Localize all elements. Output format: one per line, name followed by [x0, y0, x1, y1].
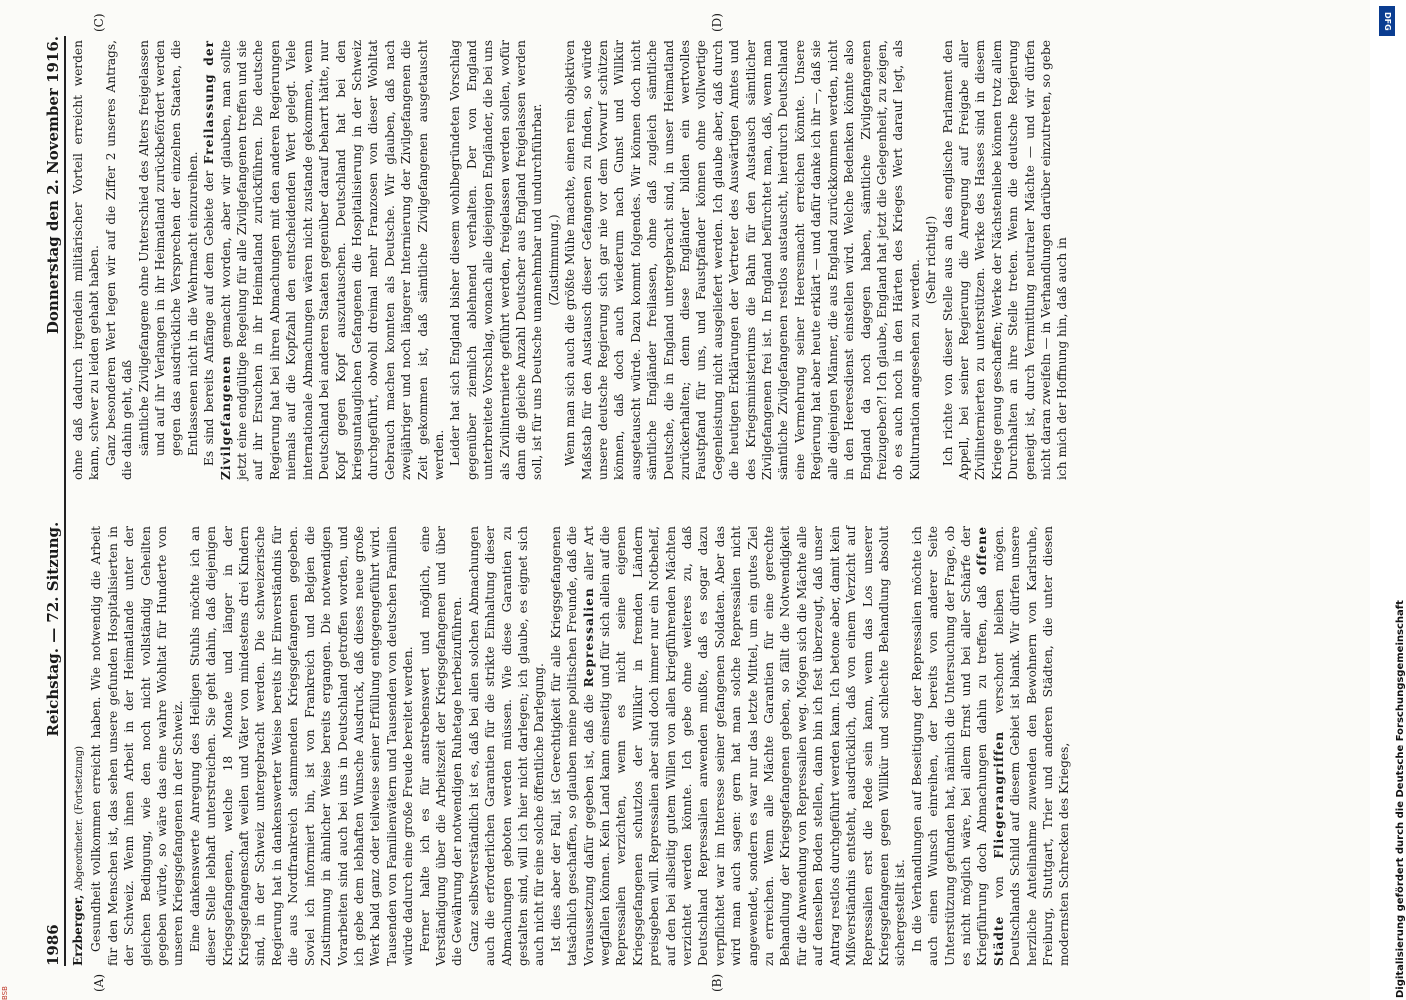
text-run: In die Verhandlungen auf Beseitigung der Repressalien möchte ich auch einen Wunsch einreihen, der bereits von anderer Seite Unterstützung gefunden hat, nämlich die Untersuchung der Frage, ob es nicht möglich wäre, bei allem Ernst und bei aller Schärfe der Kriegführung doch Abmachungen dahin zu treffen, daß	[909, 526, 990, 966]
paragraph-fliegerangriffe	[909, 526, 1073, 966]
session-date: Donnerstag den 2. November 1916.	[44, 36, 62, 335]
paragraph: Ganz selbstverständlich ist es, daß bei allen solchen Abmachungen auch die erforderlichen Garantien für die strikte Einhaltung dieser Abmachungen geboten werden müssen. Wie diese Garantien zu gestalten sind, will ich hier nicht darlegen; ich glaube, es eignet sich auch nicht für eine solche öffentliche Darlegung.	[466, 526, 547, 966]
emphasis-repressalien: Repressalien	[581, 587, 596, 688]
margin-mark-a: (A)	[92, 973, 106, 992]
digitization-strip	[1377, 0, 1397, 1000]
text-run: aller Art wegfallen können. Kein Land kann einseitig und für sich allein auf die Repressalien verzichten, wenn es nicht seine eigenen Kriegsgefangenen schutzlos der Willkür in fremden Ländern preisgeben will. Repressalien aber sind doch immer nur ein Notbehelf, auf den bei allseitig gutem Willen von allen kriegführenden Mächten verzichtet werden könnte. Ich gebe ohne weiteres zu, daß Deutschland Repressalien anwenden mußte, daß es sogar dazu verpflichtet war im Interesse seiner gefangenen Soldaten. Aber das wird man auch sagen: gern hat man solche Repressalien nicht angewendet, sondern es war nur das letzte Mittel, um ein gutes Ziel zu erreichen. Wenn alle Mächte Garantien für eine gerechte Behandlung der Kriegsgefangenen geben, so fällt die Notwendigkeit für die Anwendung von Repressalien weg. Mögen sich die Mächte alle auf denselben Boden stellen, dann bin ich fest überzeugt, daß unser Antrag restlos durchgeführt werden kann. Ich betone aber, damit kein Mißverständnis entsteht, ausdrücklich, daß von einem Verzicht auf Repressalien erst die Rede sein kann, wenn das Los unserer Kriegsgefangenen gegen Willkür und schlechte Behandlung absolut sichergestellt ist.	[581, 525, 908, 966]
interjection: (Zustimmung.)	[546, 214, 561, 306]
text-run: Ist dies aber der Fall, ist Gerechtigkeit für alle Kriegsgefangenen tatsächlich geschaffen, so glauben meine politischen Freunde, daß die Voraussetzung dafür gegeben ist, daß die	[548, 526, 596, 966]
header-rule	[64, 36, 66, 966]
speaker-cont: (Fortsetzung)	[74, 745, 85, 815]
left-column	[70, 526, 1073, 966]
dfg-logo: DFG	[1379, 6, 1395, 36]
library-mark: BSB	[1, 986, 9, 1000]
text-run: gemacht worden, aber wir glauben, man sollte jetzt eine endgültige Regelung für alle Zivilgefangenen treffen und sie auf ihr Ersuchen in ihr Heimatland zurückführen. Die deutsche Regierung hat bei ihren Abmachungen mit den anderen Regierungen niemals auf die Kopfzahl den entscheidenden Wert gelegt. Viele internationale Abmachungen wären nicht zustande gekommen, wenn Deutschland bei anderen Staaten gegenüber darauf beharrt hätte, nur Kopf gegen Kopf auszutauschen. Deutschland hat bei den kriegsuntauglichen Gefangenen die Hospitalisierung in der Schweiz durchgeführt, obwohl dreimal mehr Franzosen von dieser Wohltat Gebrauch machen konnten als Deutsche. Wir glauben, daß nach zweijähriger und noch längerer Internierung der Zivilgefangenen die Zeit gekommen ist, daß sämtliche Zivilgefangenen ausgetauscht werden.	[218, 40, 446, 480]
session-title: Reichstag. — 72. Sitzung.	[44, 521, 62, 737]
paragraph: Ich richte von dieser Stelle aus an das englische Parlament den Appell, bei seiner Regierung die Anregung auf Freigabe aller Zivilinternierten zu unterstützen. Werke des Hasses sind in diesem Kriege genug geschaffen; Werke der Nächstenliebe können trotz allem Durchhalten an ihre Stelle treten. Wenn die deutsche Regierung geneigt ist, durch Vermittlung neutraler Mächte — und wir dürfen nicht daran zweifeln — in Verhandlungen darüber einzutreten, so gebe ich mich der Hoffnung hin, daß auch in	[940, 40, 1070, 480]
paragraph: Leider hat sich England bisher diesem wohlbegründeten Vorschlag gegenüber ziemlich ablehnend verhalten. Der von England unterbreitete Vorschlag, wonach alle diejenigen Engländer, die bei uns als Zivilinternierte geführt werden, freigelassen werden sollen, wofür dann die gleiche Anzahl Deutscher aus England freigelassen werden soll, ist für uns Deutsche unannehmbar und undurchführbar.	[448, 40, 545, 480]
text-run: von	[991, 876, 1006, 899]
right-column	[70, 40, 1071, 480]
speaker-name: Erzberger,	[71, 894, 85, 966]
paragraph: Gesundheit vollkommen erreicht haben. Wie notwendig die Arbeit für den Menschen ist, das sehen unsere gefunden Hospitalisierten in der Schweiz. Wenn ihnen Arbeit in der Heimatlande unter der gleichen Bedingung, wie den noch nicht vollständig Geheilten gegeben würde, so wäre das eine wahre Wohltat für Hunderte von unseren Kriegsgefangenen in der Schweiz.	[89, 526, 186, 966]
interjection: (Sehr richtig!)	[924, 215, 939, 305]
emphasis-freilassung: Freilassung der Zivilgefangenen	[202, 40, 233, 480]
paragraph: Ganz besonderen Wert legen wir auf die Ziffer 2 unseres Antrags, die dahin geht, daß	[103, 40, 135, 480]
digitization-notice: Digitalisierung gefördert durch die Deutsche Forschungsgemeinschaft	[1395, 600, 1406, 998]
text-run: Es sind bereits Anfänge auf dem Gebiete der	[202, 170, 217, 466]
paragraph-repressalien	[548, 526, 909, 966]
page-header	[40, 36, 62, 966]
page-number: 1986	[44, 924, 62, 966]
paragraph: Ferner halte ich es für anstrebenswert und möglich, eine Verständigung über die Arbeitszeit der Kriegsgefangenen und über die Gewährung der notwendigen Ruhetage herbeizuführen.	[417, 526, 465, 966]
quoted-motion: sämtliche Zivilgefangene ohne Unterschied des Alters freigelassen und auf ihr Verlangen in ihr Heimatland zurückbefördert werden gegen das ausdrückliche Versprechen der einzelnen Staaten, die Entlassenen nicht in die Wehrmacht einzureihen.	[136, 40, 200, 456]
emphasis-fliegerangriffen: Fliegerangriffen	[991, 730, 1006, 859]
paragraph: ohne daß dadurch irgendein militärischer Vorteil erreicht werden kann, schwer zu leiden gehabt haben.	[71, 40, 102, 480]
margin-mark-d: (D)	[710, 13, 724, 32]
paragraph-freilassung	[201, 40, 447, 480]
paragraph: Wenn man sich auch die größte Mühe machte, einen rein objektiven Maßstab für den Austausch dieser Gefangenen zu finden, so würde unsere deutsche Regierung sich gar nie vor dem Vorwurf schützen können, daß doch auch wiederum nach Gunst und Willkür ausgetauscht würde. Dazu kommt folgendes. Wir können doch nicht sämtliche Engländer freilassen, ohne daß zugleich sämtliche Deutsche, die in England untergebracht sind, in unser Heimatland zurückerhalten; denn diese Engländer bilden ein wertvolles Faustpfand für uns, und Faustpfänder können ohne vollwertige Gegenleistung nicht ausgeliefert werden. Ich glaube aber, daß durch die heutigen Erklärungen der Vertreter des Auswärtigen Amtes und des Kriegsministeriums die Bahn für den Austausch sämtlicher Zivilgefangenen frei ist. In England befürchtet man, daß, wenn man sämtliche Zivilgefangenen restlos austauscht, hierdurch Deutschland eine Vermehrung seiner Heeresmacht erreichen könnte. Unsere Regierung hat aber heute erklärt — und dafür danke ich ihr —, daß sie alle diejenigen Männer, die aus England zurückkommen werden, nicht in den Heeresdienst einstellen wird. Welche Bedenken könnte also England da noch dagegen haben, sämtliche Zivilgefangenen freizugeben?! Ich glaube, England hat jetzt die Gelegenheit, zu zeigen, ob es auch noch in den Härten des Krieges Wert darauf legt, als Kulturnation angesehen zu werden.	[563, 40, 922, 480]
margin-mark-b: (B)	[710, 973, 724, 992]
text-run: verschont bleiben mögen. Deutschlands Schild auf diesem Gebiet ist blank. Wir dürfen unsere herzliche Anteilnahme zuwenden den Bewohnern von Karlsruhe, Freiburg, Stuttgart, Trier und anderen Städten, die unter diesen modernsten Schrecken des Krieges,	[991, 525, 1072, 966]
speaker-role: Abgeordneter.	[74, 818, 85, 891]
paragraph: Eine dankenswerte Anregung des Heiligen Stuhls möchte ich an dieser Stelle lebhaft unterstreichen. Sie geht dahin, daß diejenigen Kriegsgefangenen, welche 18 Monate und länger in der Kriegsgefangenschaft weilen und Väter von mindestens drei Kindern sind, in der Schweiz untergebracht werden. Die schweizerische Regierung hat in dankenswerter Weise bereits ihr Einverständnis für die aus Nordfrankreich stammenden Kriegsgefangenen gegeben. Soviel ich informiert bin, ist von Frankreich und Belgien die Zustimmung in ähnlicher Weise bereits ergangen. Die notwendigen Vorarbeiten sind auch bei uns in Deutschland getroffen worden, und ich gebe dem lebhaften Wunsche Ausdruck, daß dieses neue große Werk bald ganz oder teilweise seiner Erfüllung entgegengeführt wird. Tausenden von Familienvätern und Tausenden von deutschen Familien würde dadurch eine große Freude bereitet werden.	[187, 526, 416, 966]
margin-mark-c: (C)	[92, 13, 106, 32]
emphasis-offene-staedte: offene Städte	[975, 526, 1006, 966]
